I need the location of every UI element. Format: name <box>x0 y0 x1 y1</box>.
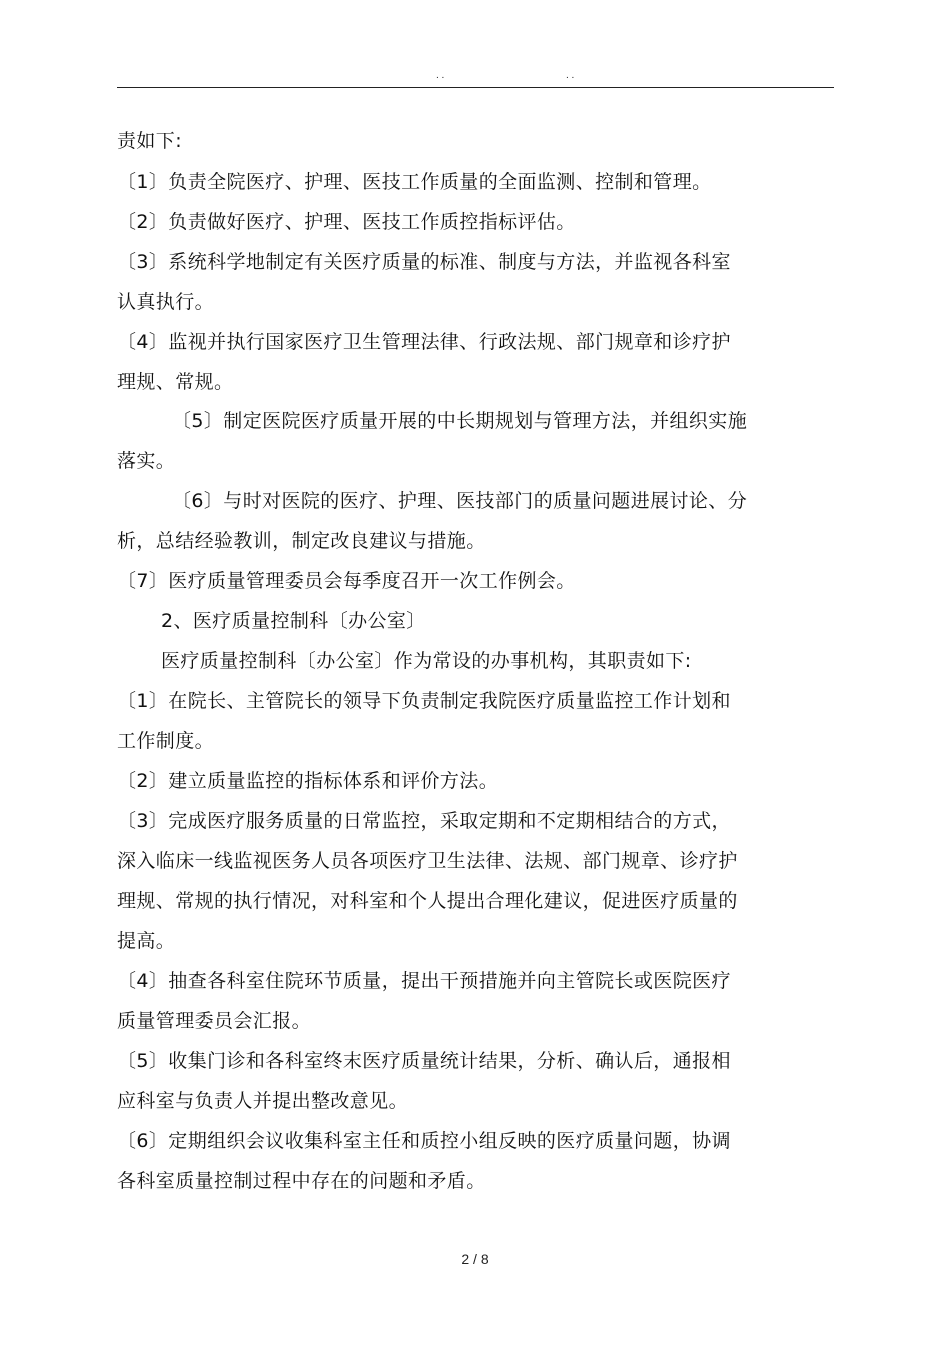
body-line: 落实。 <box>117 450 176 472</box>
body-line: 深入临床一线监视医务人员各项医疗卫生法律、法规、部门规章、诊疗护 <box>117 850 738 872</box>
body-line: 认真执行。 <box>117 291 215 313</box>
body-line: 医疗质量控制科〔办公室〕作为常设的办事机构，其职责如下: <box>161 650 692 672</box>
body-line: 〔3〕系统科学地制定有关医疗质量的标准、制度与方法，并监视各科室 <box>117 251 731 273</box>
body-line: 〔5〕收集门诊和各科室终末医疗质量统计结果，分析、确认后，通报相 <box>117 1050 731 1072</box>
body-line: 质量管理委员会汇报。 <box>117 1010 312 1032</box>
body-line: 理规、常规。 <box>117 371 234 393</box>
body-line: 〔6〕定期组织会议收集科室主任和质控小组反映的医疗质量问题，协调 <box>117 1130 731 1152</box>
body-line: 责如下: <box>117 130 183 152</box>
body-line: 应科室与负责人并提出整改意见。 <box>117 1090 409 1112</box>
body-line: 〔2〕负责做好医疗、护理、医技工作质控指标评估。 <box>117 211 576 233</box>
section-heading: 2、医疗质量控制科〔办公室〕 <box>161 610 426 632</box>
body-line: 〔1〕负责全院医疗、护理、医技工作质量的全面监测、控制和管理。 <box>117 171 712 193</box>
body-line: 〔5〕制定医院医疗质量开展的中长期规划与管理方法，并组织实施 <box>172 410 748 432</box>
header-rule <box>117 87 834 88</box>
body-line: 〔4〕监视并执行国家医疗卫生管理法律、行政法规、部门规章和诊疗护 <box>117 331 731 353</box>
body-line: 各科室质量控制过程中存在的问题和矛盾。 <box>117 1170 486 1192</box>
body-line: 〔3〕完成医疗服务质量的日常监控，采取定期和不定期相结合的方式， <box>117 810 731 832</box>
body-line: 〔1〕在院长、主管院长的领导下负责制定我院医疗质量监控工作计划和 <box>117 690 731 712</box>
body-line: 〔7〕医疗质量管理委员会每季度召开一次工作例会。 <box>117 570 576 592</box>
body-line: 析，总结经验教训，制定改良建议与措施。 <box>117 530 486 552</box>
body-line: 〔2〕建立质量监控的指标体系和评价方法。 <box>117 770 499 792</box>
page-number: 2 / 8 <box>461 1251 489 1267</box>
body-line: 提高。 <box>117 930 176 952</box>
body-line: 工作制度。 <box>117 730 215 752</box>
page-header-marks <box>0 70 950 84</box>
header-mark-right: . . <box>566 70 575 81</box>
body-line: 〔4〕抽查各科室住院环节质量，提出干预措施并向主管院长或医院医疗 <box>117 970 731 992</box>
header-mark-left: . . <box>436 70 445 81</box>
body-line: 理规、常规的执行情况，对科室和个人提出合理化建议，促进医疗质量的 <box>117 890 738 912</box>
body-line: 〔6〕与时对医院的医疗、护理、医技部门的质量问题进展讨论、分 <box>172 490 748 512</box>
